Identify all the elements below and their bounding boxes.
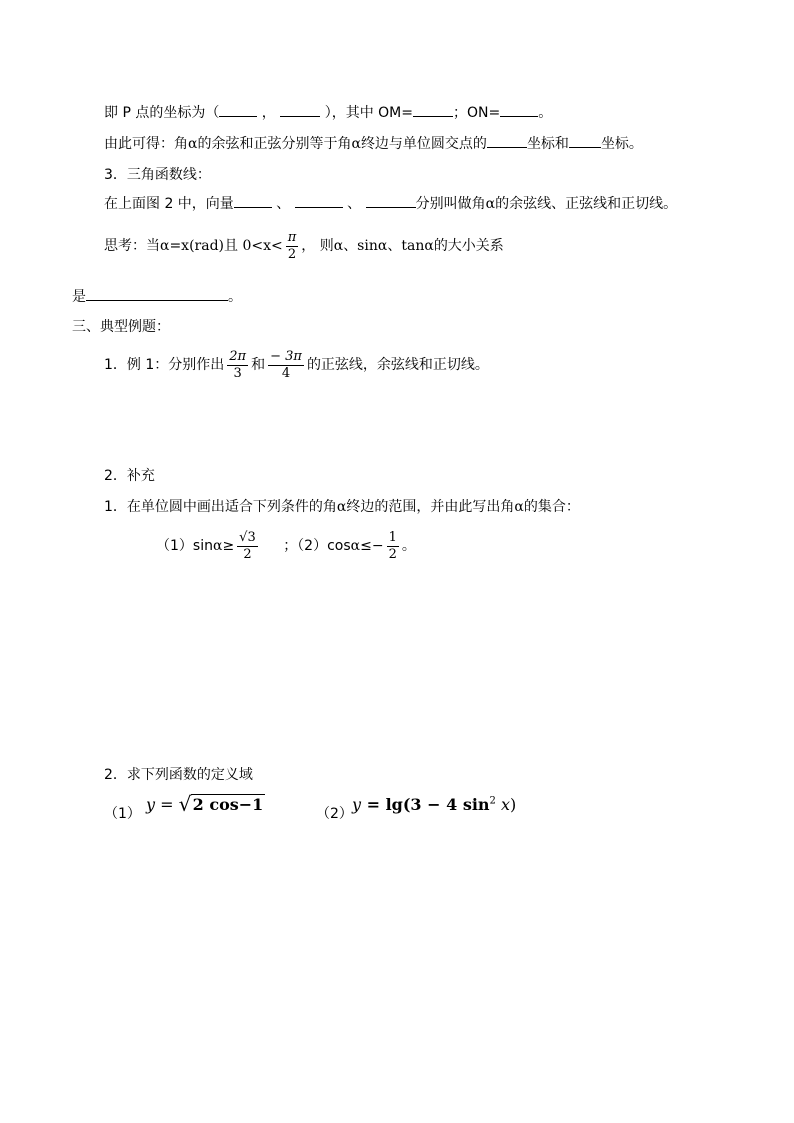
alpha-symbol: α xyxy=(514,499,524,515)
supplement-title: 2．补充 xyxy=(104,468,155,484)
numerator: 1 xyxy=(388,529,397,545)
alpha-symbol: α xyxy=(351,136,361,152)
text: ；（2）cos xyxy=(283,538,351,554)
text: 分别叫做角 xyxy=(415,196,486,212)
alpha-symbol: α xyxy=(485,196,496,212)
formula-1 xyxy=(146,792,265,816)
numerator: √3 xyxy=(239,529,256,545)
text: 坐标。 xyxy=(600,136,643,152)
blank-vector-2[interactable] xyxy=(295,194,343,208)
alpha-symbol: α xyxy=(424,238,434,254)
denominator: 4 xyxy=(281,365,291,381)
text: 终边与单位圆交点的 xyxy=(360,136,487,152)
argument: (3 − 4 sin xyxy=(402,795,490,814)
blank-horizontal[interactable] xyxy=(487,134,527,148)
square-root: √ 2 cos−1 xyxy=(178,792,264,816)
alpha-symbol: α xyxy=(377,238,388,254)
alpha-symbol: α xyxy=(188,136,198,152)
minus-sign: − xyxy=(371,538,384,554)
blank-vertical[interactable] xyxy=(569,134,601,148)
text: ， xyxy=(261,105,276,121)
denominator: 3 xyxy=(233,365,242,381)
x-variable: x xyxy=(495,795,511,814)
numerator: − 3π xyxy=(270,348,302,364)
alpha-symbol: α xyxy=(333,238,344,254)
leq-symbol: ≤ xyxy=(360,538,372,554)
text: 的余弦和正弦分别等于角 xyxy=(197,136,352,152)
point-p-coordinates-line xyxy=(104,103,552,123)
lg-function: = lg xyxy=(361,795,403,814)
formula-2-label: （2） xyxy=(316,806,353,822)
text: 。 xyxy=(401,538,416,554)
text: 。 xyxy=(228,289,242,305)
alpha-symbol: α xyxy=(336,499,347,515)
text: 1．在单位圆中画出适合下列条件的角 xyxy=(104,499,337,515)
blank-x[interactable] xyxy=(219,103,257,117)
radicand: 2 cos−1 xyxy=(192,795,264,814)
text: 坐标和 xyxy=(526,136,569,152)
y-variable: y xyxy=(352,795,362,814)
formula-2 xyxy=(352,795,516,814)
equals: = xyxy=(155,795,179,814)
text: ， 则 xyxy=(301,238,334,254)
close-paren: ) xyxy=(510,795,517,814)
vector-line xyxy=(104,194,677,214)
think-question-line xyxy=(104,228,504,264)
domain-question-title: 2．求下列函数的定义域 xyxy=(104,767,253,783)
blank-on[interactable] xyxy=(500,103,538,117)
text: 的集合： xyxy=(523,499,580,515)
tan-label: 、tan xyxy=(387,238,425,254)
one-half-fraction xyxy=(387,530,399,563)
text: 终边的范围，并由此写出角 xyxy=(346,499,515,515)
denominator: 2 xyxy=(287,246,297,262)
section-examples-title: 三、典型例题： xyxy=(72,319,170,335)
text: 由此可得：角 xyxy=(104,136,188,152)
blank-om[interactable] xyxy=(413,103,453,117)
conditions-line xyxy=(156,526,416,566)
condition: α=x(rad)且 0<x< xyxy=(160,238,283,254)
text: 思考：当 xyxy=(104,238,160,254)
text: ；ON= xyxy=(452,105,501,121)
text: 、 xyxy=(347,196,362,212)
text: （1）sin xyxy=(156,538,213,554)
blank-vector-3[interactable] xyxy=(366,194,416,208)
text: 的正弦线，余弦线和正切线。 xyxy=(306,357,489,373)
denominator: 2 xyxy=(388,546,397,562)
sqrt3-over-2-fraction xyxy=(237,530,258,563)
sin-label: 、sin xyxy=(343,238,378,254)
denominator: 2 xyxy=(243,546,252,562)
numerator: π xyxy=(287,229,297,245)
blank-answer[interactable] xyxy=(86,287,228,301)
neg-three-pi-over-4-fraction xyxy=(268,349,304,382)
text: 的大小关系 xyxy=(433,238,504,254)
blank-y[interactable] xyxy=(280,103,320,117)
text: 是 xyxy=(72,289,86,305)
text: 1．例 1：分别作出 xyxy=(104,357,225,373)
text: 在上面图 2 中，向量 xyxy=(104,196,234,212)
text: 、 xyxy=(276,196,291,212)
two-pi-over-3-fraction xyxy=(227,349,248,382)
answer-line xyxy=(72,287,242,307)
alpha-symbol: α xyxy=(350,538,361,554)
pi-over-2-fraction xyxy=(286,230,299,263)
text: ），其中 OM= xyxy=(324,105,413,121)
text: 的余弦线、正弦线和正切线。 xyxy=(495,196,678,212)
exponent: 2 xyxy=(489,795,496,807)
blank-vector-1[interactable] xyxy=(234,194,272,208)
geq-symbol: ≥ xyxy=(222,538,235,554)
example-1-line xyxy=(104,345,489,385)
conclusion-line xyxy=(104,134,643,154)
supplement-question-1 xyxy=(104,497,580,517)
text: 。 xyxy=(538,105,553,121)
formula-1-label: （1） xyxy=(104,806,141,822)
y-variable: y xyxy=(146,795,156,814)
text: 即 P 点的坐标为（ xyxy=(104,105,220,121)
alpha-symbol: α xyxy=(212,538,223,554)
text: 和 xyxy=(251,357,266,373)
numerator: 2π xyxy=(229,348,247,364)
section-trig-lines-title: 3．三角函数线： xyxy=(104,167,211,183)
